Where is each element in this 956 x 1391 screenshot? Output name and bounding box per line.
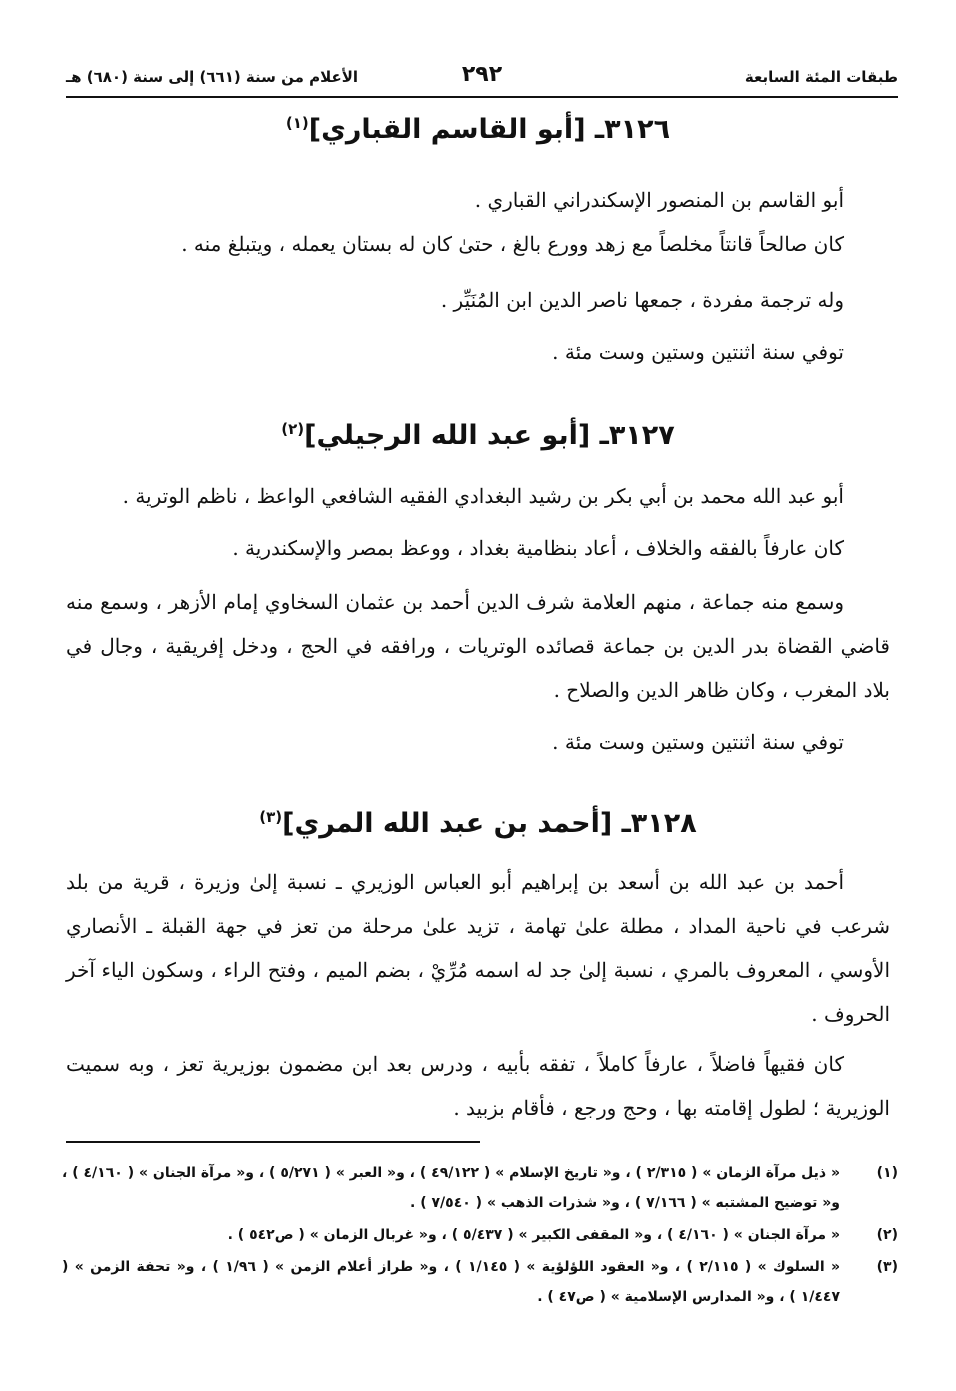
- footnote: [62, 1220, 898, 1250]
- footnote: [62, 1158, 898, 1218]
- footnote: [62, 1252, 898, 1312]
- footnote-ref: (٣): [259, 808, 283, 826]
- entry-title: ٣١٢٦ـ [أبو القاسم القباري]$^{(١)}$: [285, 114, 671, 145]
- entry-title: ٣١٢٨ـ [أحمد بن عبد الله المري]$^{(٣)}$: [259, 808, 697, 839]
- entry-paragraph: أبو القاسم بن المنصور الإسكندراني القباري .: [474, 188, 844, 212]
- entry-paragraph: توفي سنة اثنتين وستين وست مئة .: [552, 340, 844, 364]
- entry-paragraph: أبو عبد الله محمد بن أبي بكر بن رشيد البغدادي الفقيه الشافعي الواعظ ، ناظم الوترية .: [122, 484, 844, 508]
- footnote-ref: (٢): [281, 420, 305, 438]
- entry-paragraph: وله ترجمة مفردة ، جمعها ناصر الدين ابن المُنَيِّر .: [440, 288, 844, 312]
- footnote-number: (٣): [876, 1259, 898, 1275]
- entry-paragraph: كان فقيهاً فاضلاً ، عارفاً كاملاً ، تفقه بأبيه ، ودرس بعد ابن مضمون بوزيرية تعز ، وبه سميت الوزيرية ؛ لطول إقامته بها ، وحج ورجع ، فأقام بزبيد .: [66, 1052, 890, 1120]
- header-volume-range: الأعلام من سنة (٦٦١) إلى سنة (٦٨٠) هـ: [66, 68, 359, 86]
- footnote-text: « ذيل مرآة الزمان » ( ٢/٣١٥ ) ، و« تاريخ الإسلام » ( ٤٩/١٢٢ ) ، و« العبر » ( ٥/٢٧١ ) ، و« مرآة الجنان » ( ٤/١٦٠ ) ، و« توضيح المشتبه » ( ٧/١٦٦ ) ، و« شذرات الذهب » ( ٧/٥٤٠ ) .: [62, 1165, 841, 1211]
- entry-paragraph: أحمد بن عبد الله بن أسعد بن إبراهيم أبو العباس الوزيري ـ نسبة إلىٰ وزيرة ، قرية من بلد شرعب في ناحية المداد ، مطلة علىٰ تهامة ، تزيد علىٰ مرحلة من تعز في جهة القبلة ـ الأنصاري الأوسي ، المعروف بالمري ، نسبة إلىٰ جد له اسمه مُرِّيْ ، بضم الميم ، وفتح الراء ، وسكون الياء آخر الحروف .: [66, 870, 891, 1026]
- footnote-number: (١): [876, 1165, 898, 1181]
- footnote-ref: (١): [285, 114, 309, 132]
- entry-paragraph: كان صالحاً قانتاً مخلصاً مع زهد وورع بالغ ، حتىٰ كان له بستان يعمله ، ويتبلغ منه .: [181, 232, 844, 256]
- entry-paragraph: وسمع منه جماعة ، منهم العلامة شرف الدين أحمد بن عثمان السخاوي إمام الأزهر ، وسمع منه قاضي القضاة بدر الدين بن جماعة قصائده الوتريات ، ورافقه في الحج ، ودخل إفريقية ، وجال في بلاد المغرب ، وكان ظاهر الدين والصلاح .: [66, 590, 890, 702]
- entry-title: ٣١٢٧ـ [أبو عبد الله الرجيلي]$^{(٢)}$: [281, 420, 675, 451]
- footnotes: [62, 1158, 898, 1314]
- footnote-separator: [66, 1141, 480, 1143]
- header-book-title: طبقات المئة السابعة: [744, 68, 898, 86]
- entry-paragraph: كان عارفاً بالفقه والخلاف ، أعاد بنظامية بغداد ، ووعظ بمصر والإسكندرية .: [232, 536, 844, 560]
- footnote-number: (٢): [876, 1227, 898, 1243]
- footnote-text: « مرآة الجنان » ( ٤/١٦٠ ) ، و« المقفى الكبير » ( ٥/٤٣٧ ) ، و« غربال الزمان » ( ص٥٤٢ ) .: [227, 1227, 840, 1243]
- entry-paragraph: توفي سنة اثنتين وستين وست مئة .: [552, 730, 844, 754]
- footnote-text: « السلوك » ( ٢/١١٥ ) ، و« العقود اللؤلؤية » ( ١/١٤٥ ) ، و« طراز أعلام الزمن » ( ١/٩٦ ) ، و« تحفة الزمن » ( ١/٤٤٧ ) ، و« المدارس الإسلامية » ( ص٤٧ ) .: [62, 1259, 841, 1305]
- running-header: [66, 62, 898, 98]
- page-number: ٢٩٢: [461, 62, 503, 87]
